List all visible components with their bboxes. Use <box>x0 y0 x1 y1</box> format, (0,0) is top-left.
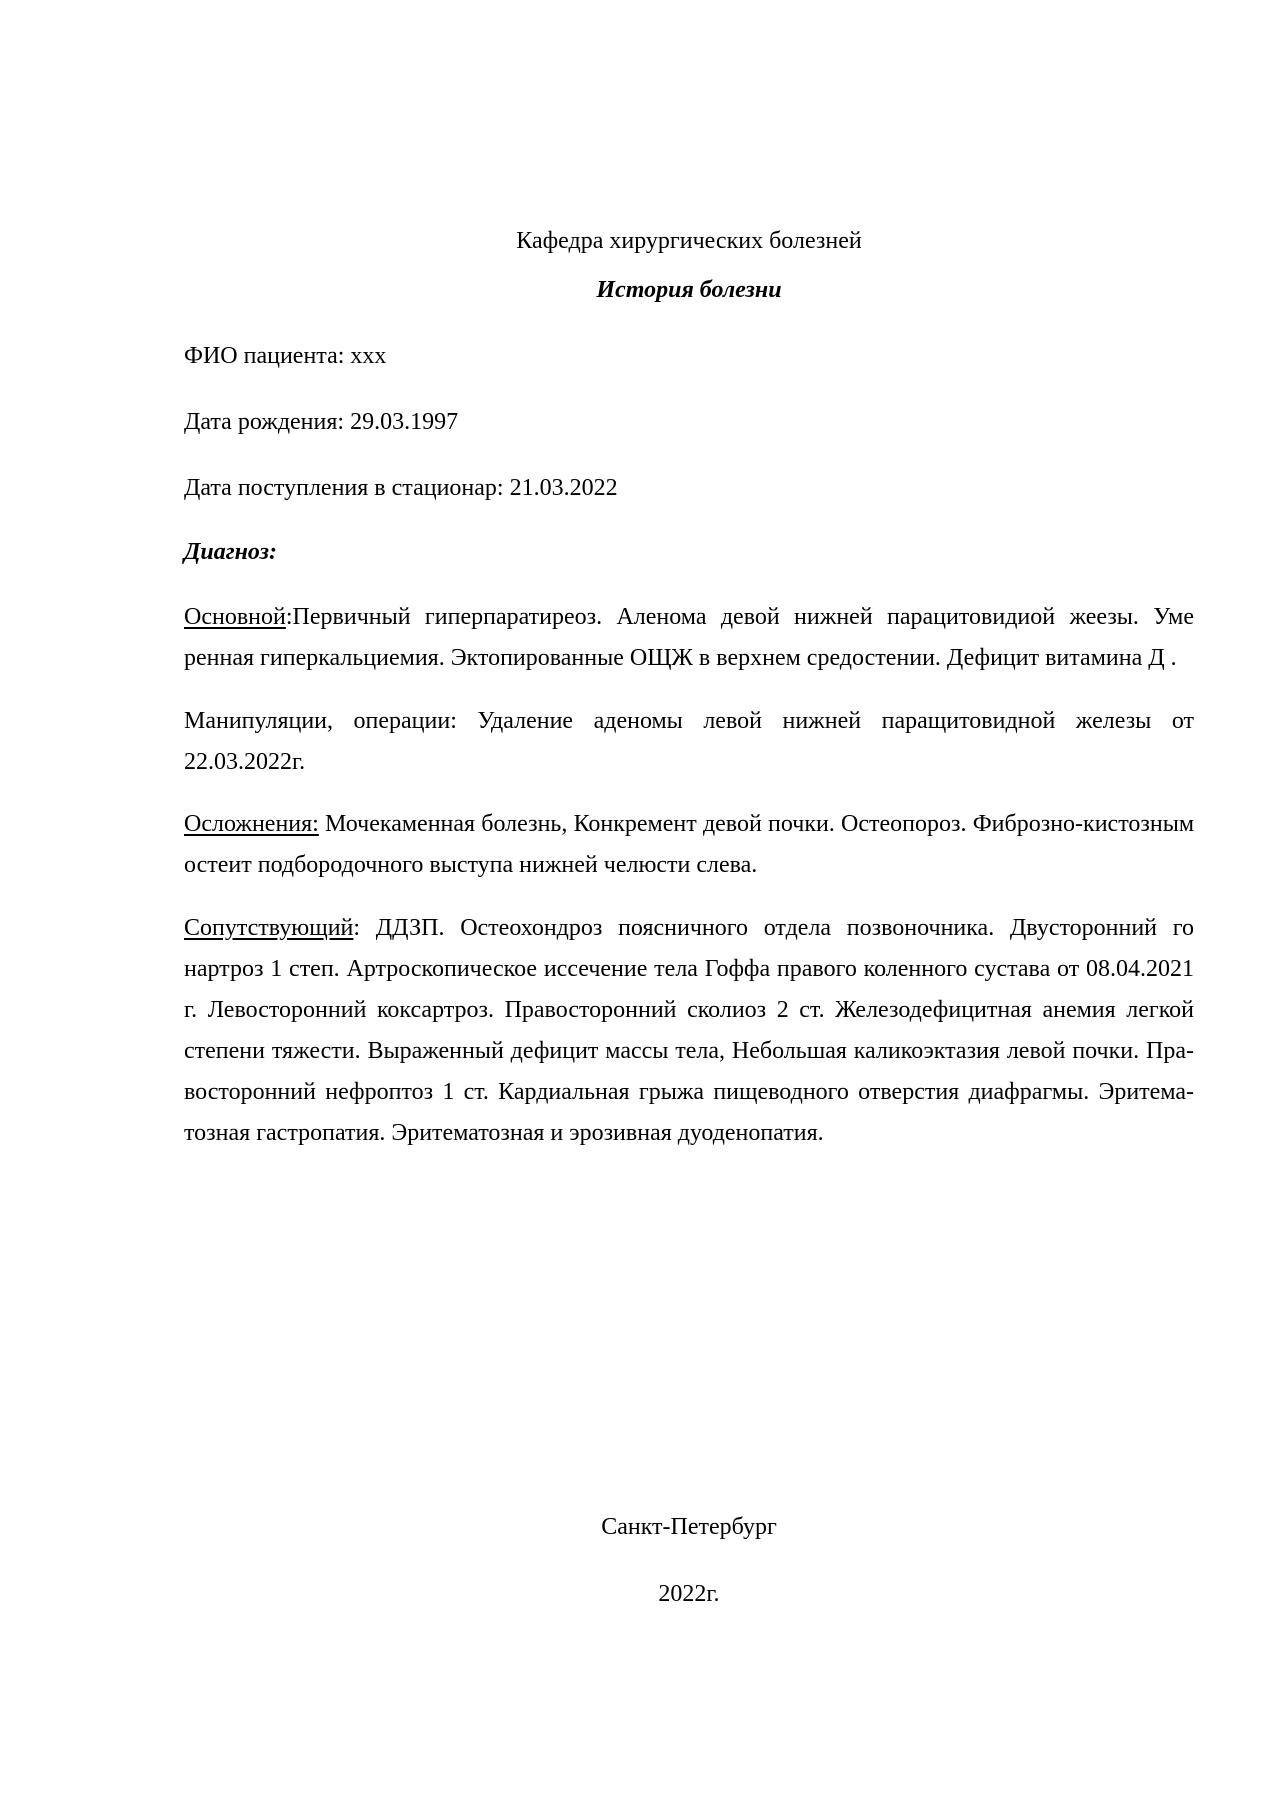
birth-date-label: Дата рождения: <box>184 409 345 435</box>
admission-date-label: Дата поступления в стационар: <box>184 475 504 501</box>
city-line <box>184 1507 1194 1548</box>
patient-name-label: ФИО пациента: <box>184 343 345 369</box>
department-name: Кафедра хирургических болезней <box>516 228 862 254</box>
procedures-paragraph <box>184 701 1194 783</box>
year-text: 2022г. <box>658 1581 720 1607</box>
complications-text: Мочекаменная болезнь, Конкремент девой почки. Остеопороз. Фиброзно-кистозным остеит подбородочного выступа нижней челюсти слева. <box>184 811 1194 878</box>
birth-date-value: 29.03.1997 <box>350 409 459 435</box>
admission-date-value: 21.03.2022 <box>509 475 618 501</box>
concomitant-paragraph <box>184 908 1194 1154</box>
year-line <box>184 1574 1194 1615</box>
department-heading <box>184 221 1194 262</box>
city-text: Санкт-Петербург <box>601 1514 777 1540</box>
main-diagnosis-text: :Первичный гиперпаратиреоз. Аленома девой нижней парацитовидиой жеезы. Уме ренная гиперкальциемия. Эктопированные ОЩЖ в верхнем средостении. Дефицит витамина Д . <box>184 604 1194 671</box>
main-diagnosis-paragraph <box>184 597 1194 679</box>
document-title <box>184 270 1194 311</box>
concomitant-label: Сопутствующий <box>184 915 354 941</box>
complications-paragraph <box>184 804 1194 886</box>
patient-name-line <box>184 336 1194 377</box>
main-diagnosis-label: Основной <box>184 604 286 630</box>
document-title-text: История болезни <box>596 277 782 303</box>
patient-name-value: ххх <box>350 343 387 369</box>
diagnosis-heading <box>184 532 1194 573</box>
complications-label: Осложнения: <box>184 811 319 837</box>
procedures-text: Манипуляции, операции: Удаление аденомы левой нижней паращитовидной железы от 22.03.2022г. <box>184 708 1194 775</box>
birth-date-line <box>184 402 1194 443</box>
admission-date-line <box>184 468 1194 509</box>
diagnosis-heading-text: Диагноз: <box>184 539 277 565</box>
concomitant-text: : ДДЗП. Остеохондроз поясничного отдела позвоночника. Двусторонний го нартроз 1 степ. Артроскопическое иссечение тела Гоффа правого коленного сустава от 08.04.2021 г. Левосторонний коксартроз. Правосторонний сколиоз 2 ст. Железодефицитная анемия легкой степени тяжести. Выраженный дефицит массы тела, Небольшая каликоэктазия левой почки. Правосторонний нефроптоз 1 ст. Кардиальная грыжа пищеводного отверстия диафрагмы. Эритематозная гастропатия. Эритематозная и эрозивная дуоденопатия. <box>184 915 1194 1146</box>
